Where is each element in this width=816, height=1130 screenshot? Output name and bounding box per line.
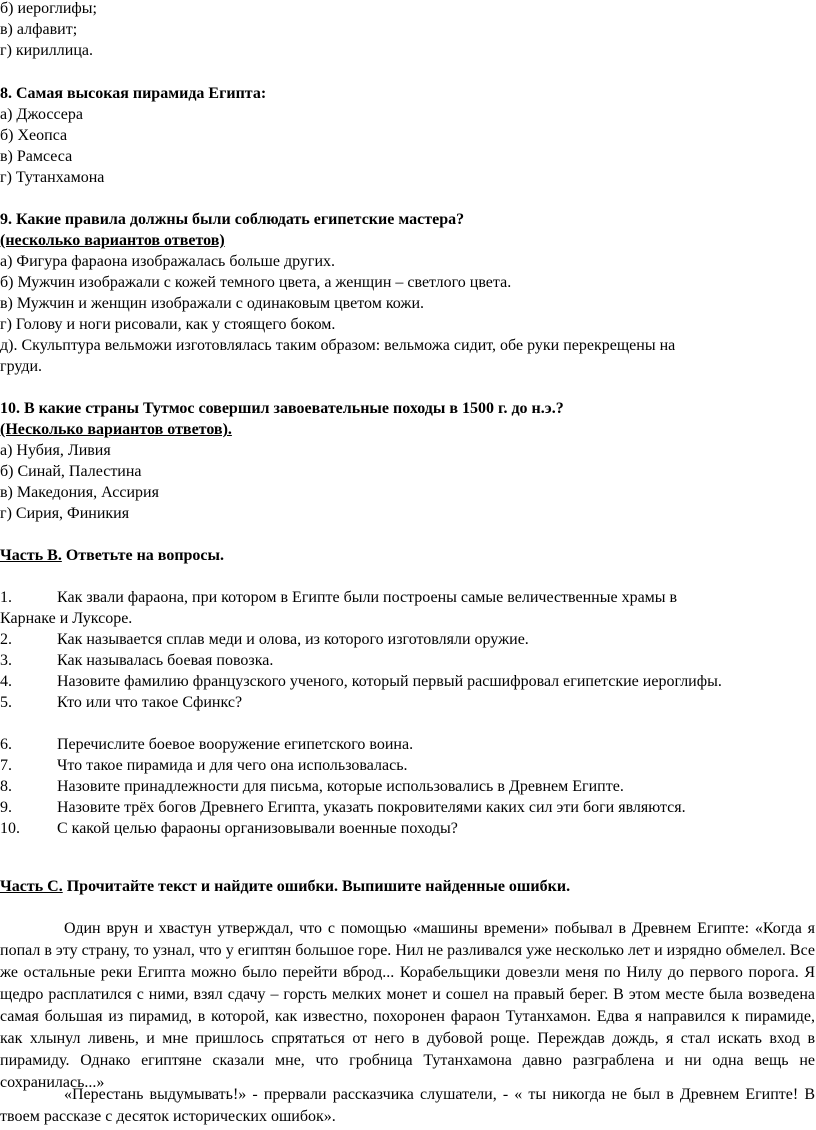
question-number: 8. <box>0 778 12 795</box>
q9-option-d-cont: груди. <box>0 358 43 375</box>
question-text: Перечислите боевое вооружение египетского воина. <box>57 736 414 753</box>
q8-option-b: б) Хеопса <box>0 127 68 144</box>
question-number: 3. <box>0 652 12 669</box>
question-text: С какой целью фараоны организовывали военные походы? <box>57 820 458 837</box>
question-9-note: (несколько вариантов ответов) <box>0 232 225 249</box>
option-v-alphabet: в) алфавит; <box>0 21 78 38</box>
q8-option-g: г) Тутанхамона <box>0 169 105 186</box>
q9-option-d: д). Скульптура вельможи изготовлялась таким образом: вельможа сидит, обе руки перекрещены на <box>0 337 676 354</box>
question-text: Как звали фараона, при котором в Египте были построены самые величественные храмы в <box>57 589 678 606</box>
part-b-heading <box>0 546 224 566</box>
part-b-title: Ответьте на вопросы. <box>61 547 225 564</box>
question-number: 10. <box>0 820 20 837</box>
q10-option-b: б) Синай, Палестина <box>0 463 142 480</box>
story-paragraph: Один врун и хвастун утверждал, что с помощью «машины времени» побывал в Древнем Египте: «Когда я попал в эту страну, то узнал, что у египтян большое горе. Нил не разливался уже несколько лет и изрядно обмелел. Все же остальные реки Египта можно было перейти вброд... Корабельщики довезли меня по Нилу до первого порога. Я щедро расплатился с ними, взял сдачу – горсть мелких монет и сошел на правый берег. В этом месте была возведена самая большая из пирамид, в которой, как известно, похоронен фараон Тутанхамон. Едва я направился к пирамиде, как хлынул ливень, и мне пришлось спрятаться от него в дубовой роще. Переждав дождь, я стал искать вход в пирамиду. Однако египтяне сказали мне, что гробница Тутанхамона давно разграблена и ни одна вещь не сохранилась...» <box>0 920 815 1091</box>
question-text: Назовите трёх богов Древнего Египта, указать покровителями каких сил эти боги являются. <box>57 799 686 816</box>
question-9-title: 9. Какие правила должны были соблюдать египетские мастера? <box>0 211 465 228</box>
q9-option-g: г) Голову и ноги рисовали, как у стоящего боком. <box>0 316 336 333</box>
question-text: Как называлась боевая повозка. <box>57 652 274 669</box>
question-8-title: 8. Самая высокая пирамида Египта: <box>0 85 267 102</box>
option-g-cyrillic: г) кириллица. <box>0 42 93 59</box>
question-10-title: 10. В какие страны Тутмос совершил завоевательные походы в 1500 г. до н.э.? <box>0 400 564 417</box>
part-c-heading <box>0 877 570 897</box>
question-text: Назовите принадлежности для письма, которые использовались в Древнем Египте. <box>57 778 624 795</box>
q8-option-a: а) Джоссера <box>0 106 83 123</box>
question-number: 1. <box>0 589 12 606</box>
q9-option-v: в) Мужчин и женщин изображали с одинаковым цветом кожи. <box>0 295 425 312</box>
question-text: Назовите фамилию французского ученого, который первый расшифровал египетские иероглифы. <box>57 673 722 690</box>
question-text: Как называется сплав меди и олова, из которого изготовляли оружие. <box>57 631 529 648</box>
question-number: 7. <box>0 757 12 774</box>
q9-option-b: б) Мужчин изображали с кожей темного цвета, а женщин – светлого цвета. <box>0 274 512 291</box>
part-b-label: Часть В. <box>0 547 62 564</box>
question-number: 6. <box>0 736 12 753</box>
q8-option-v: в) Рамсеса <box>0 148 73 165</box>
part-c-title: Прочитайте текст и найдите ошибки. Выпишите найденные ошибки. <box>62 878 571 895</box>
question-10-note: (Несколько вариантов ответов). <box>0 421 232 438</box>
question-number: 9. <box>0 799 12 816</box>
part-c-label: Часть С. <box>0 878 63 895</box>
question-number: 4. <box>0 673 12 690</box>
q10-option-g: г) Сирия, Финикия <box>0 505 130 522</box>
question-text: Кто или что такое Сфинкс? <box>57 694 243 711</box>
q10-option-v: в) Македония, Ассирия <box>0 484 159 501</box>
question-number: 2. <box>0 631 12 648</box>
question-number: 5. <box>0 694 12 711</box>
question-text: Что такое пирамида и для чего она использовалась. <box>57 757 408 774</box>
q9-option-a: а) Фигура фараона изображалась больше других. <box>0 253 336 270</box>
q10-option-a: а) Нубия, Ливия <box>0 442 111 459</box>
story-closing-paragraph: «Перестань выдумывать!» - прервали рассказчика слушатели, - « ты никогда не был в Древнем Египте! В твоем рассказе с десяток исторических ошибок». <box>0 1086 815 1125</box>
option-b-hieroglyphs: б) иероглифы; <box>0 0 97 17</box>
question-text-cont: Карнаке и Луксоре. <box>0 610 133 627</box>
